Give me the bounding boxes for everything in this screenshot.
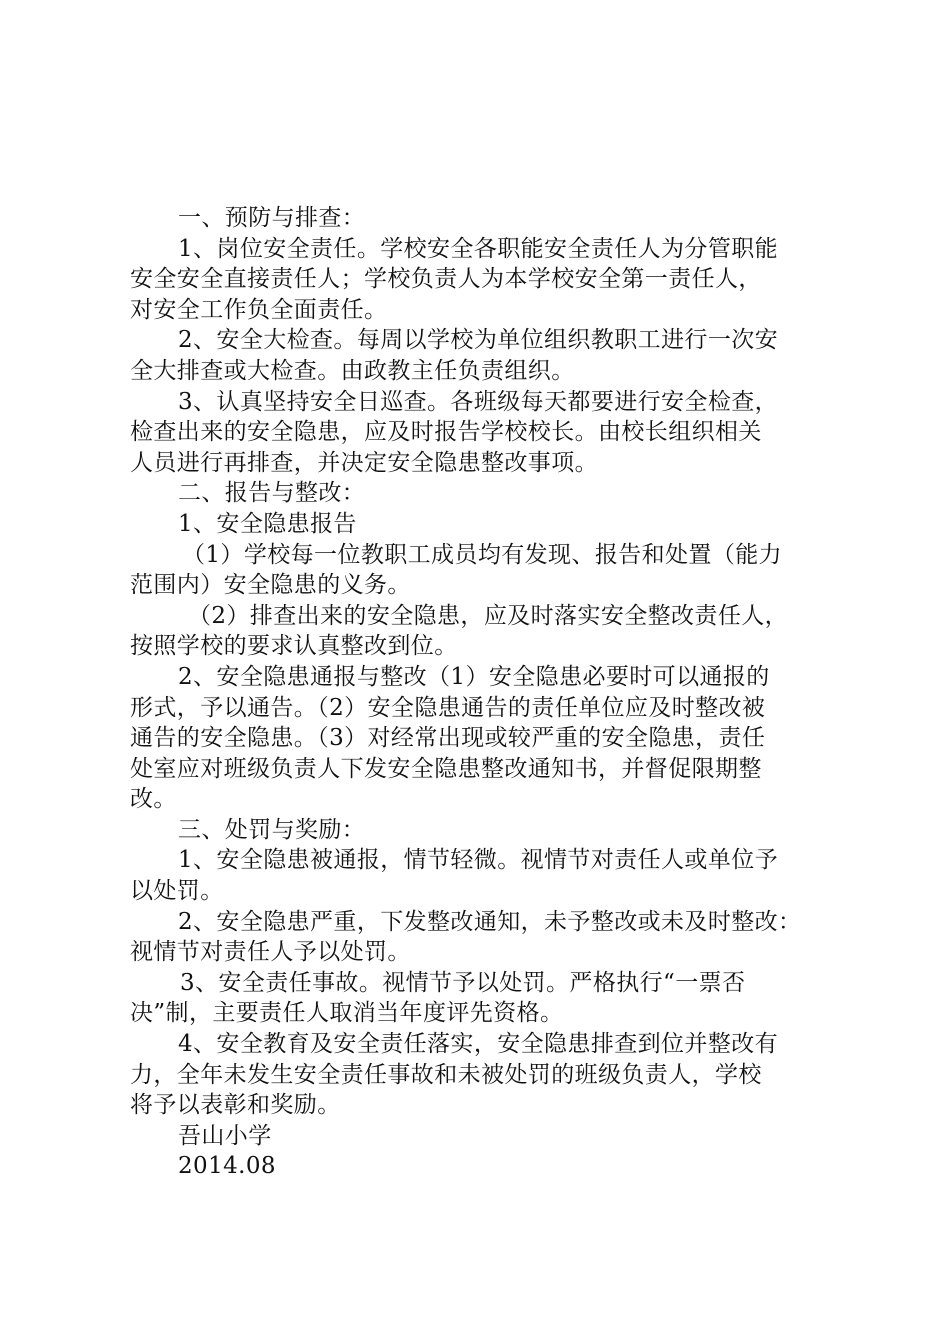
paragraph-line: 3、安全责任事故。视情节予以处罚。严格执行“一票否 <box>180 969 746 996</box>
section-heading-report: 二、报告与整改： <box>178 480 366 507</box>
paragraph-line: 将予以表彰和奖励。 <box>130 1092 341 1119</box>
paragraph-line: 范围内）安全隐患的义务。 <box>130 572 411 599</box>
paragraph-line: 安全安全直接责任人；学校负责人为本学校安全第一责任人， <box>130 266 762 293</box>
paragraph-line: 2、安全隐患严重，下发整改通知，未予整改或未及时整改： <box>178 908 802 935</box>
paragraph-line: 以处罚。 <box>130 878 224 905</box>
paragraph-line: 检查出来的安全隐患，应及时报告学校校长。由校长组织相关 <box>130 419 762 446</box>
paragraph-line: 人员进行再排查，并决定安全隐患整改事项。 <box>130 449 598 476</box>
paragraph-line: （2）排查出来的安全隐患，应及时落实安全整改责任人， <box>188 602 789 629</box>
paragraph-line: 形式，予以通告。（2）安全隐患通告的责任单位应及时整改被 <box>130 694 766 721</box>
signature-school: 吾山小学 <box>178 1122 272 1149</box>
paragraph-line: 通告的安全隐患。（3）对经常出现或较严重的安全隐患，责任 <box>130 725 766 752</box>
paragraph-line: 4、安全教育及安全责任落实，安全隐患排查到位并整改有 <box>178 1031 779 1058</box>
paragraph-line: 按照学校的要求认真整改到位。 <box>130 633 458 660</box>
signature-date: 2014.08 <box>178 1153 276 1180</box>
paragraph-line: 改。 <box>130 786 177 813</box>
paragraph-line: 决”制，主要责任人取消当年度评先资格。 <box>130 1000 564 1027</box>
document-body <box>130 203 830 1182</box>
subsection-heading: 1、安全隐患报告 <box>178 510 357 537</box>
paragraph-line: 3、认真坚持安全日巡查。各班级每天都要进行安全检查， <box>178 388 779 415</box>
paragraph-line: 2、安全大检查。每周以学校为单位组织教职工进行一次安 <box>178 327 779 354</box>
paragraph-line: 2、安全隐患通报与整改（1）安全隐患必要时可以通报的 <box>178 663 770 690</box>
paragraph-line: 全大排查或大检查。由政教主任负责组织。 <box>130 357 575 384</box>
paragraph-line: （1）学校每一位教职工成员均有发现、报告和处置（能力 <box>182 541 783 568</box>
paragraph-line: 1、安全隐患被通报，情节轻微。视情节对责任人或单位予 <box>178 847 779 874</box>
paragraph-line: 视情节对责任人予以处罚。 <box>130 939 411 966</box>
paragraph-line: 对安全工作负全面责任。 <box>130 296 388 323</box>
paragraph-line: 力，全年未发生安全责任事故和未被处罚的班级负责人，学校 <box>130 1061 762 1088</box>
paragraph-line: 处室应对班级负责人下发安全隐患整改通知书，并督促限期整 <box>130 755 762 782</box>
section-heading-penalty: 三、处罚与奖励： <box>178 816 366 843</box>
paragraph-line: 1、岗位安全责任。学校安全各职能安全责任人为分管职能 <box>178 235 779 262</box>
section-heading-prevention: 一、预防与排查： <box>178 205 366 231</box>
